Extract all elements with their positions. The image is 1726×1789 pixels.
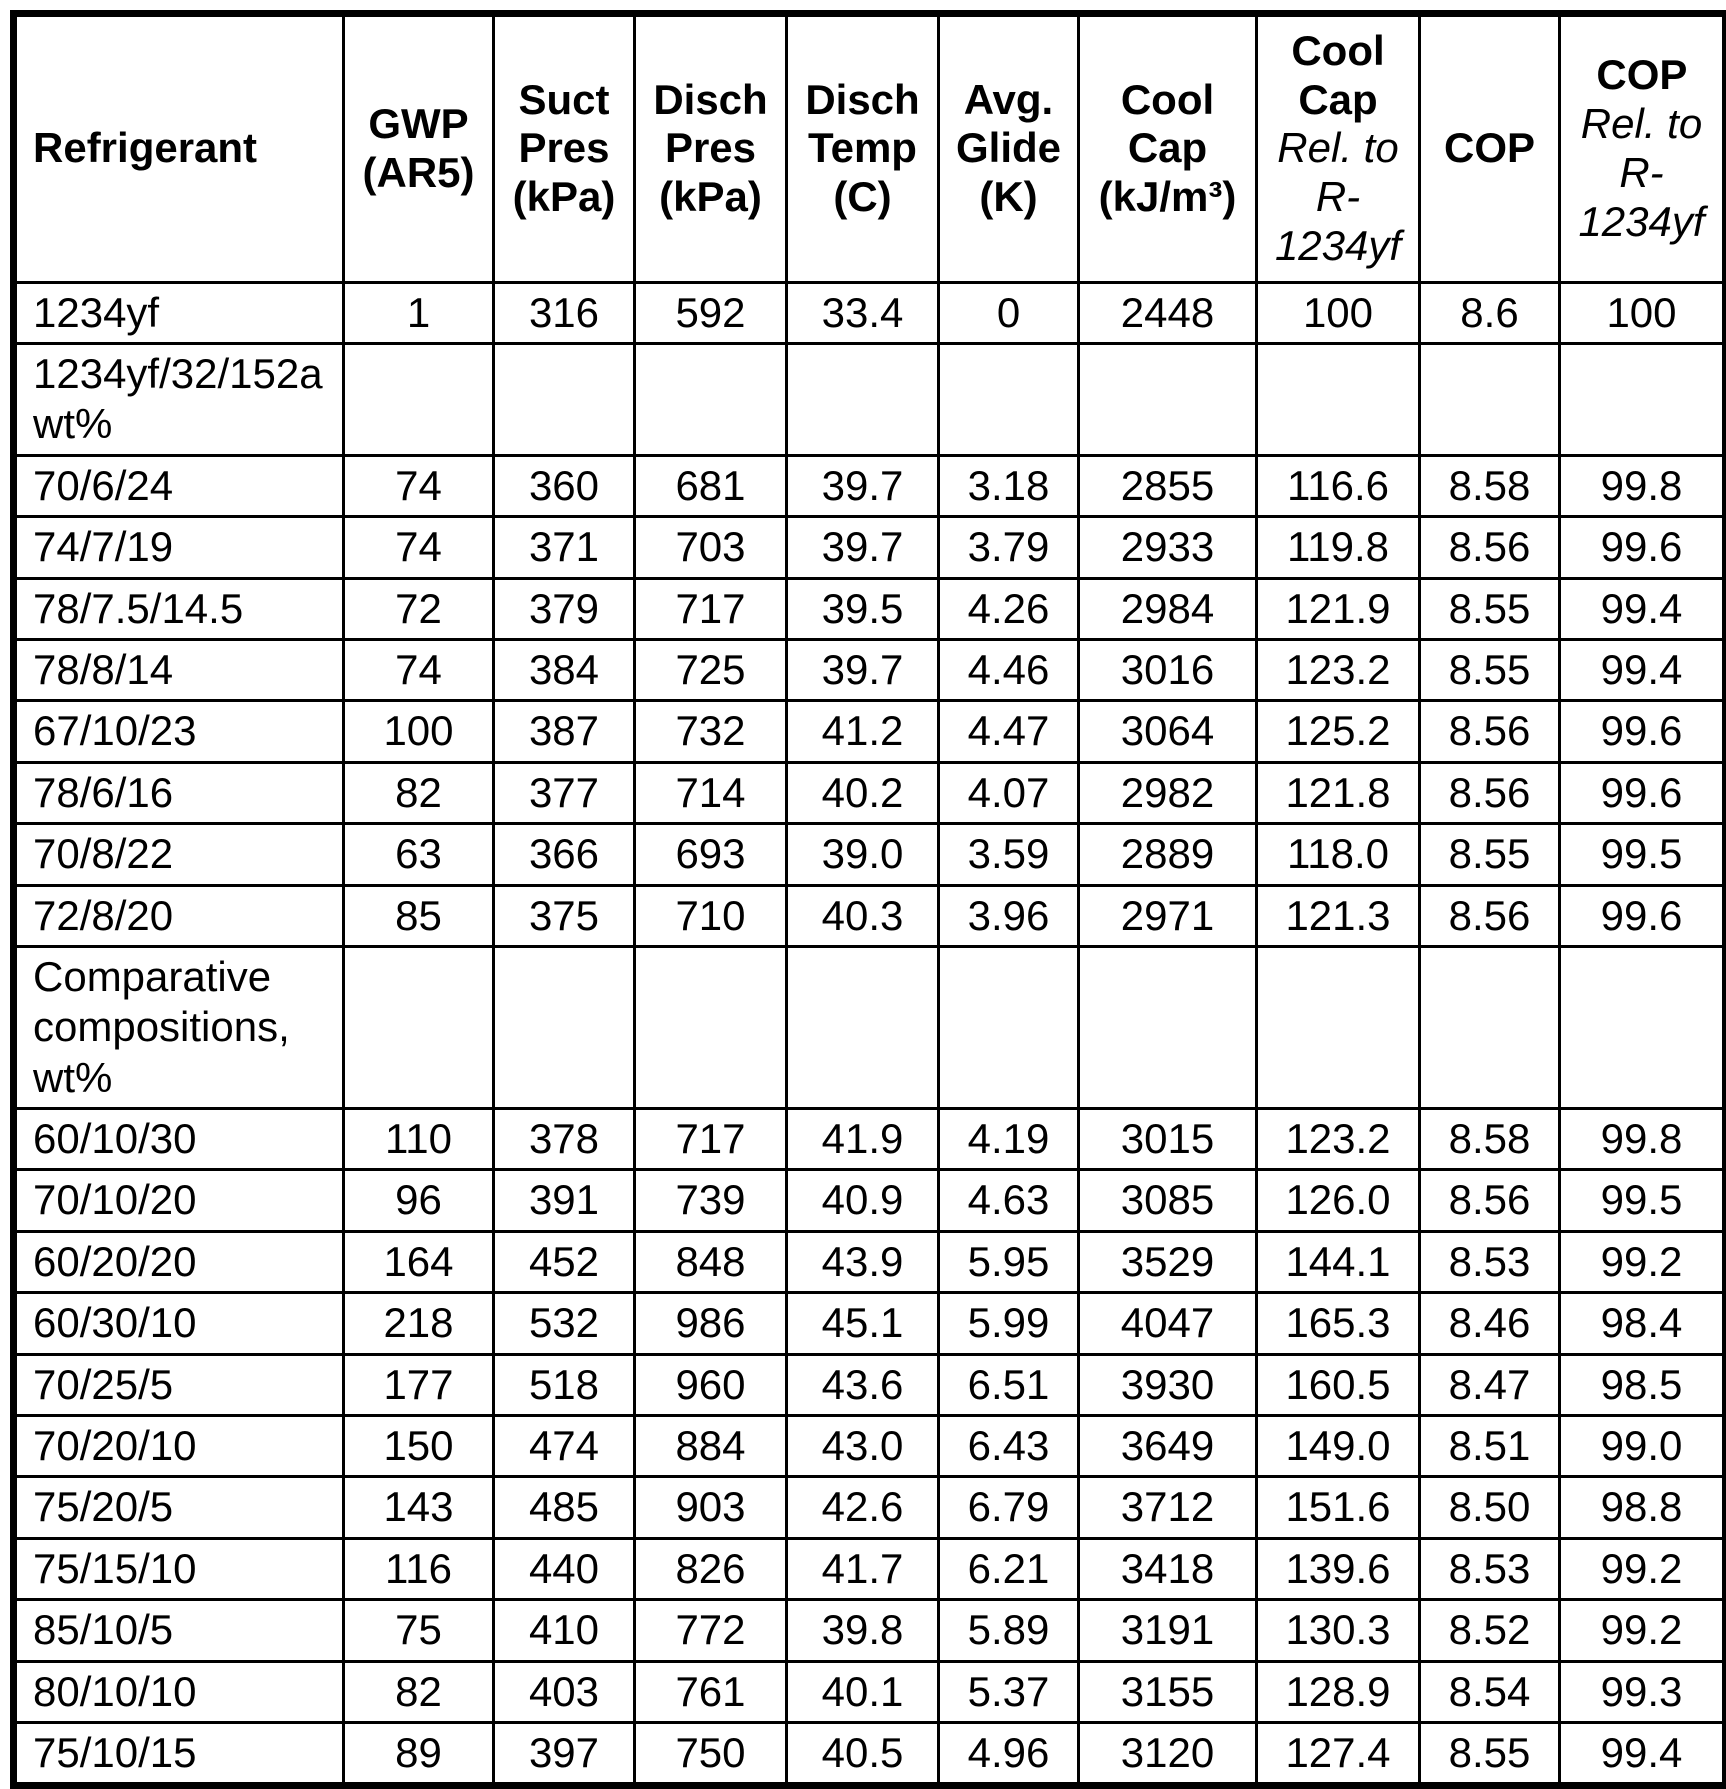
- value-cell-cop: 8.56: [1420, 701, 1560, 762]
- value-cell-cool-cap-rel: 139.6: [1257, 1538, 1420, 1599]
- value-cell-gwp-ar5: 74: [344, 639, 494, 700]
- value-cell-disch-temp: 39.8: [787, 1600, 939, 1661]
- value-cell-disch-pres: 725: [635, 639, 787, 700]
- value-cell-disch-pres: 717: [635, 578, 787, 639]
- table-row: [14, 578, 1726, 639]
- value-cell-cool-cap: [1079, 343, 1257, 455]
- value-cell-disch-temp: 41.9: [787, 1109, 939, 1170]
- value-cell-cop-rel: 99.4: [1560, 1722, 1726, 1785]
- value-cell-cop: 8.55: [1420, 639, 1560, 700]
- value-cell-disch-pres: 739: [635, 1170, 787, 1231]
- value-cell-disch-temp: 43.0: [787, 1416, 939, 1477]
- column-header-avg-glide: [939, 14, 1079, 283]
- value-cell-cop-rel: 99.8: [1560, 455, 1726, 516]
- value-cell-gwp-ar5: 218: [344, 1293, 494, 1354]
- refrigerant-label-cell: 75/15/10: [14, 1538, 344, 1599]
- value-cell-disch-pres: 703: [635, 517, 787, 578]
- value-cell-suct-pres: 375: [494, 885, 635, 946]
- value-cell-avg-glide: 4.96: [939, 1722, 1079, 1785]
- value-cell-disch-pres: 710: [635, 885, 787, 946]
- value-cell-disch-temp: 39.5: [787, 578, 939, 639]
- value-cell-cool-cap: 3930: [1079, 1354, 1257, 1415]
- refrigerant-label-cell: 85/10/5: [14, 1600, 344, 1661]
- value-cell-gwp-ar5: 74: [344, 517, 494, 578]
- refrigerant-label-cell: 70/25/5: [14, 1354, 344, 1415]
- value-cell-disch-temp: 39.7: [787, 639, 939, 700]
- value-cell-suct-pres: 474: [494, 1416, 635, 1477]
- value-cell-disch-pres: 986: [635, 1293, 787, 1354]
- column-header-disch-pres: [635, 14, 787, 283]
- refrigerant-label-cell: 78/8/14: [14, 639, 344, 700]
- value-cell-suct-pres: 384: [494, 639, 635, 700]
- section-label-cell: Comparative compositions, wt%: [14, 946, 344, 1108]
- refrigerant-label-cell: 75/20/5: [14, 1477, 344, 1538]
- value-cell-avg-glide: 3.96: [939, 885, 1079, 946]
- value-cell-suct-pres: 377: [494, 762, 635, 823]
- value-cell-cool-cap: 3016: [1079, 639, 1257, 700]
- value-cell-suct-pres: 366: [494, 824, 635, 885]
- value-cell-cop-rel: 99.2: [1560, 1538, 1726, 1599]
- refrigerant-label-cell: 1234yf: [14, 282, 344, 343]
- table-row: [14, 1477, 1726, 1538]
- value-cell-avg-glide: 5.37: [939, 1661, 1079, 1722]
- value-cell-gwp-ar5: 1: [344, 282, 494, 343]
- value-cell-cool-cap: 3418: [1079, 1538, 1257, 1599]
- value-cell-cop: 8.47: [1420, 1354, 1560, 1415]
- value-cell-cool-cap-rel: 121.3: [1257, 885, 1420, 946]
- refrigerant-label-cell: 60/30/10: [14, 1293, 344, 1354]
- refrigerant-label-cell: 60/20/20: [14, 1231, 344, 1292]
- value-cell-disch-pres: 592: [635, 282, 787, 343]
- value-cell-suct-pres: 387: [494, 701, 635, 762]
- value-cell-avg-glide: [939, 946, 1079, 1108]
- value-cell-gwp-ar5: 100: [344, 701, 494, 762]
- value-cell-cop: 8.56: [1420, 762, 1560, 823]
- value-cell-avg-glide: 4.63: [939, 1170, 1079, 1231]
- table-row: [14, 762, 1726, 823]
- table-body: [14, 282, 1726, 1786]
- table-row: [14, 1170, 1726, 1231]
- value-cell-disch-temp: [787, 343, 939, 455]
- column-header-label: Disch Pres (kPa): [653, 75, 768, 221]
- column-header-disch-temp: [787, 14, 939, 283]
- value-cell-cool-cap-rel: 116.6: [1257, 455, 1420, 516]
- header-row: [14, 14, 1726, 283]
- value-cell-suct-pres: [494, 343, 635, 455]
- value-cell-avg-glide: 4.26: [939, 578, 1079, 639]
- column-header-suct-pres: [494, 14, 635, 283]
- value-cell-cop-rel: 99.2: [1560, 1600, 1726, 1661]
- value-cell-disch-temp: 40.2: [787, 762, 939, 823]
- value-cell-cool-cap: 2984: [1079, 578, 1257, 639]
- column-header-cop-rel: [1560, 14, 1726, 283]
- refrigerant-label-cell: 78/6/16: [14, 762, 344, 823]
- column-header-label: GWP (AR5): [362, 100, 475, 196]
- value-cell-disch-pres: 761: [635, 1661, 787, 1722]
- value-cell-cop: 8.55: [1420, 824, 1560, 885]
- value-cell-suct-pres: 532: [494, 1293, 635, 1354]
- refrigerant-label-cell: 75/10/15: [14, 1722, 344, 1785]
- value-cell-avg-glide: 5.89: [939, 1600, 1079, 1661]
- value-cell-cop-rel: 99.6: [1560, 762, 1726, 823]
- value-cell-cop-rel: 99.4: [1560, 639, 1726, 700]
- value-cell-disch-temp: 43.9: [787, 1231, 939, 1292]
- value-cell-cool-cap: 2982: [1079, 762, 1257, 823]
- value-cell-cop-rel: 99.5: [1560, 1170, 1726, 1231]
- value-cell-cop-rel: 100: [1560, 282, 1726, 343]
- value-cell-avg-glide: 6.21: [939, 1538, 1079, 1599]
- column-header-label: COP: [1443, 124, 1535, 172]
- value-cell-gwp-ar5: 82: [344, 762, 494, 823]
- value-cell-gwp-ar5: [344, 343, 494, 455]
- value-cell-cool-cap: 3015: [1079, 1109, 1257, 1170]
- value-cell-disch-pres: 750: [635, 1722, 787, 1785]
- value-cell-cop: 8.58: [1420, 455, 1560, 516]
- refrigerant-label-cell: 70/10/20: [14, 1170, 344, 1231]
- value-cell-cop: 8.53: [1420, 1538, 1560, 1599]
- value-cell-cop: [1420, 946, 1560, 1108]
- value-cell-disch-temp: 39.7: [787, 455, 939, 516]
- value-cell-disch-pres: 732: [635, 701, 787, 762]
- table-row: [14, 1661, 1726, 1722]
- section-row: [14, 946, 1726, 1108]
- column-header-label: Cool Cap (kJ/m³): [1098, 75, 1237, 221]
- value-cell-disch-pres: 960: [635, 1354, 787, 1415]
- value-cell-cool-cap: 3529: [1079, 1231, 1257, 1292]
- value-cell-gwp-ar5: 89: [344, 1722, 494, 1785]
- value-cell-gwp-ar5: 75: [344, 1600, 494, 1661]
- column-header-cool-cap: [1079, 14, 1257, 283]
- value-cell-disch-pres: 903: [635, 1477, 787, 1538]
- table-row: [14, 1416, 1726, 1477]
- value-cell-cool-cap: 2971: [1079, 885, 1257, 946]
- value-cell-disch-pres: 693: [635, 824, 787, 885]
- value-cell-suct-pres: 397: [494, 1722, 635, 1785]
- value-cell-disch-pres: 884: [635, 1416, 787, 1477]
- value-cell-cool-cap-rel: 144.1: [1257, 1231, 1420, 1292]
- value-cell-cool-cap-rel: [1257, 343, 1420, 455]
- value-cell-cool-cap: 3191: [1079, 1600, 1257, 1661]
- refrigerant-label-cell: 74/7/19: [14, 517, 344, 578]
- value-cell-suct-pres: 485: [494, 1477, 635, 1538]
- value-cell-suct-pres: 391: [494, 1170, 635, 1231]
- table-row: [14, 1538, 1726, 1599]
- value-cell-cool-cap-rel: 127.4: [1257, 1722, 1420, 1785]
- column-header-label: Cool Cap: [1291, 27, 1385, 123]
- table-row: [14, 282, 1726, 343]
- value-cell-avg-glide: 5.95: [939, 1231, 1079, 1292]
- value-cell-gwp-ar5: 85: [344, 885, 494, 946]
- value-cell-cool-cap-rel: 125.2: [1257, 701, 1420, 762]
- value-cell-cop-rel: 99.3: [1560, 1661, 1726, 1722]
- table-row: [14, 1600, 1726, 1661]
- value-cell-suct-pres: [494, 946, 635, 1108]
- value-cell-cop: 8.53: [1420, 1231, 1560, 1292]
- value-cell-cool-cap: 2855: [1079, 455, 1257, 516]
- refrigerant-label-cell: 60/10/30: [14, 1109, 344, 1170]
- value-cell-cool-cap: 3064: [1079, 701, 1257, 762]
- value-cell-avg-glide: 4.46: [939, 639, 1079, 700]
- column-header-label: Suct Pres (kPa): [512, 75, 616, 221]
- value-cell-suct-pres: 360: [494, 455, 635, 516]
- value-cell-suct-pres: 378: [494, 1109, 635, 1170]
- value-cell-cop-rel: 98.5: [1560, 1354, 1726, 1415]
- value-cell-avg-glide: 4.47: [939, 701, 1079, 762]
- refrigerant-label-cell: 72/8/20: [14, 885, 344, 946]
- value-cell-cop-rel: 99.8: [1560, 1109, 1726, 1170]
- value-cell-cool-cap-rel: 130.3: [1257, 1600, 1420, 1661]
- value-cell-disch-pres: 848: [635, 1231, 787, 1292]
- value-cell-cop: 8.56: [1420, 885, 1560, 946]
- value-cell-disch-temp: 41.2: [787, 701, 939, 762]
- value-cell-cool-cap-rel: 121.9: [1257, 578, 1420, 639]
- value-cell-disch-temp: 41.7: [787, 1538, 939, 1599]
- value-cell-cop-rel: 99.6: [1560, 701, 1726, 762]
- value-cell-avg-glide: 6.43: [939, 1416, 1079, 1477]
- table-row: [14, 824, 1726, 885]
- column-header-label: COP: [1596, 51, 1687, 99]
- value-cell-cop: 8.56: [1420, 517, 1560, 578]
- section-row: [14, 343, 1726, 455]
- value-cell-cop-rel: 99.2: [1560, 1231, 1726, 1292]
- value-cell-cop: 8.51: [1420, 1416, 1560, 1477]
- value-cell-cool-cap-rel: 126.0: [1257, 1170, 1420, 1231]
- value-cell-gwp-ar5: 74: [344, 455, 494, 516]
- value-cell-avg-glide: 3.18: [939, 455, 1079, 516]
- value-cell-disch-pres: [635, 946, 787, 1108]
- value-cell-suct-pres: 371: [494, 517, 635, 578]
- value-cell-avg-glide: 6.51: [939, 1354, 1079, 1415]
- value-cell-cool-cap: 2448: [1079, 282, 1257, 343]
- value-cell-suct-pres: 452: [494, 1231, 635, 1292]
- refrigerant-label-cell: 70/8/22: [14, 824, 344, 885]
- section-label-cell: 1234yf/32/152a wt%: [14, 343, 344, 455]
- table-row: [14, 1109, 1726, 1170]
- refrigerant-label-cell: 70/6/24: [14, 455, 344, 516]
- value-cell-disch-temp: 40.1: [787, 1661, 939, 1722]
- value-cell-cool-cap-rel: 123.2: [1257, 1109, 1420, 1170]
- value-cell-cool-cap: 3085: [1079, 1170, 1257, 1231]
- value-cell-cool-cap: 3712: [1079, 1477, 1257, 1538]
- value-cell-disch-temp: 42.6: [787, 1477, 939, 1538]
- value-cell-gwp-ar5: 150: [344, 1416, 494, 1477]
- value-cell-cop-rel: 98.4: [1560, 1293, 1726, 1354]
- value-cell-disch-temp: 40.5: [787, 1722, 939, 1785]
- value-cell-disch-temp: 45.1: [787, 1293, 939, 1354]
- value-cell-cool-cap: 2889: [1079, 824, 1257, 885]
- value-cell-avg-glide: 6.79: [939, 1477, 1079, 1538]
- value-cell-suct-pres: 440: [494, 1538, 635, 1599]
- value-cell-cool-cap-rel: 119.8: [1257, 517, 1420, 578]
- value-cell-avg-glide: [939, 343, 1079, 455]
- value-cell-cool-cap-rel: 121.8: [1257, 762, 1420, 823]
- value-cell-cool-cap-rel: 128.9: [1257, 1661, 1420, 1722]
- value-cell-cop-rel: 99.0: [1560, 1416, 1726, 1477]
- value-cell-cop: 8.55: [1420, 578, 1560, 639]
- value-cell-cool-cap: [1079, 946, 1257, 1108]
- value-cell-suct-pres: 403: [494, 1661, 635, 1722]
- value-cell-avg-glide: 5.99: [939, 1293, 1079, 1354]
- table-row: [14, 885, 1726, 946]
- value-cell-cool-cap: 3155: [1079, 1661, 1257, 1722]
- value-cell-avg-glide: 4.19: [939, 1109, 1079, 1170]
- column-header-refrigerant: [14, 14, 344, 283]
- refrigerant-label-cell: 70/20/10: [14, 1416, 344, 1477]
- table-row: [14, 701, 1726, 762]
- value-cell-cop: 8.52: [1420, 1600, 1560, 1661]
- table-row: [14, 517, 1726, 578]
- value-cell-cop: 8.46: [1420, 1293, 1560, 1354]
- value-cell-cool-cap-rel: 160.5: [1257, 1354, 1420, 1415]
- value-cell-gwp-ar5: [344, 946, 494, 1108]
- refrigerant-label-cell: 67/10/23: [14, 701, 344, 762]
- column-header-label: Refrigerant: [33, 124, 258, 172]
- column-header-cool-cap-rel: [1257, 14, 1420, 283]
- value-cell-cool-cap: 3120: [1079, 1722, 1257, 1785]
- table-row: [14, 1354, 1726, 1415]
- value-cell-cop-rel: [1560, 946, 1726, 1108]
- value-cell-cop-rel: 98.8: [1560, 1477, 1726, 1538]
- value-cell-cop: 8.56: [1420, 1170, 1560, 1231]
- value-cell-disch-temp: 40.9: [787, 1170, 939, 1231]
- value-cell-cool-cap: 4047: [1079, 1293, 1257, 1354]
- value-cell-avg-glide: 4.07: [939, 762, 1079, 823]
- value-cell-avg-glide: 3.59: [939, 824, 1079, 885]
- value-cell-avg-glide: 0: [939, 282, 1079, 343]
- value-cell-gwp-ar5: 72: [344, 578, 494, 639]
- value-cell-gwp-ar5: 116: [344, 1538, 494, 1599]
- value-cell-disch-temp: 40.3: [787, 885, 939, 946]
- value-cell-cool-cap-rel: 123.2: [1257, 639, 1420, 700]
- value-cell-suct-pres: 518: [494, 1354, 635, 1415]
- value-cell-cop: 8.55: [1420, 1722, 1560, 1785]
- value-cell-cool-cap: 2933: [1079, 517, 1257, 578]
- value-cell-cop-rel: [1560, 343, 1726, 455]
- value-cell-cop-rel: 99.6: [1560, 885, 1726, 946]
- value-cell-cop-rel: 99.4: [1560, 578, 1726, 639]
- value-cell-gwp-ar5: 96: [344, 1170, 494, 1231]
- column-header-gwp-ar5: [344, 14, 494, 283]
- value-cell-cool-cap-rel: 151.6: [1257, 1477, 1420, 1538]
- value-cell-gwp-ar5: 143: [344, 1477, 494, 1538]
- value-cell-disch-pres: 772: [635, 1600, 787, 1661]
- value-cell-disch-temp: 43.6: [787, 1354, 939, 1415]
- value-cell-cool-cap-rel: 118.0: [1257, 824, 1420, 885]
- value-cell-suct-pres: 410: [494, 1600, 635, 1661]
- value-cell-disch-pres: 714: [635, 762, 787, 823]
- column-header-sublabel-italic: Rel. to R-1234yf: [1578, 100, 1705, 245]
- value-cell-disch-pres: 717: [635, 1109, 787, 1170]
- table-row: [14, 1231, 1726, 1292]
- column-header-label: Disch Temp (C): [805, 75, 920, 221]
- value-cell-gwp-ar5: 63: [344, 824, 494, 885]
- column-header-cop: [1420, 14, 1560, 283]
- value-cell-disch-temp: [787, 946, 939, 1108]
- value-cell-gwp-ar5: 164: [344, 1231, 494, 1292]
- column-header-sublabel-italic: Rel. to R-1234yf: [1274, 124, 1402, 269]
- table-row: [14, 639, 1726, 700]
- table-row: [14, 1293, 1726, 1354]
- value-cell-cop: 8.54: [1420, 1661, 1560, 1722]
- value-cell-cop: 8.58: [1420, 1109, 1560, 1170]
- value-cell-avg-glide: 3.79: [939, 517, 1079, 578]
- table-row: [14, 1722, 1726, 1785]
- refrigerant-properties-table: [10, 10, 1726, 1789]
- value-cell-cop-rel: 99.6: [1560, 517, 1726, 578]
- value-cell-cop-rel: 99.5: [1560, 824, 1726, 885]
- value-cell-disch-pres: 826: [635, 1538, 787, 1599]
- table-row: [14, 455, 1726, 516]
- value-cell-suct-pres: 316: [494, 282, 635, 343]
- value-cell-cool-cap-rel: 100: [1257, 282, 1420, 343]
- value-cell-cop: [1420, 343, 1560, 455]
- value-cell-cop: 8.6: [1420, 282, 1560, 343]
- value-cell-cop: 8.50: [1420, 1477, 1560, 1538]
- value-cell-disch-temp: 39.0: [787, 824, 939, 885]
- value-cell-disch-temp: 39.7: [787, 517, 939, 578]
- value-cell-cool-cap-rel: [1257, 946, 1420, 1108]
- value-cell-cool-cap-rel: 165.3: [1257, 1293, 1420, 1354]
- value-cell-disch-temp: 33.4: [787, 282, 939, 343]
- value-cell-disch-pres: [635, 343, 787, 455]
- value-cell-gwp-ar5: 177: [344, 1354, 494, 1415]
- refrigerant-label-cell: 80/10/10: [14, 1661, 344, 1722]
- value-cell-cool-cap: 3649: [1079, 1416, 1257, 1477]
- value-cell-cool-cap-rel: 149.0: [1257, 1416, 1420, 1477]
- value-cell-gwp-ar5: 82: [344, 1661, 494, 1722]
- value-cell-disch-pres: 681: [635, 455, 787, 516]
- value-cell-gwp-ar5: 110: [344, 1109, 494, 1170]
- value-cell-suct-pres: 379: [494, 578, 635, 639]
- column-header-label: Avg. Glide (K): [955, 75, 1062, 221]
- refrigerant-label-cell: 78/7.5/14.5: [14, 578, 344, 639]
